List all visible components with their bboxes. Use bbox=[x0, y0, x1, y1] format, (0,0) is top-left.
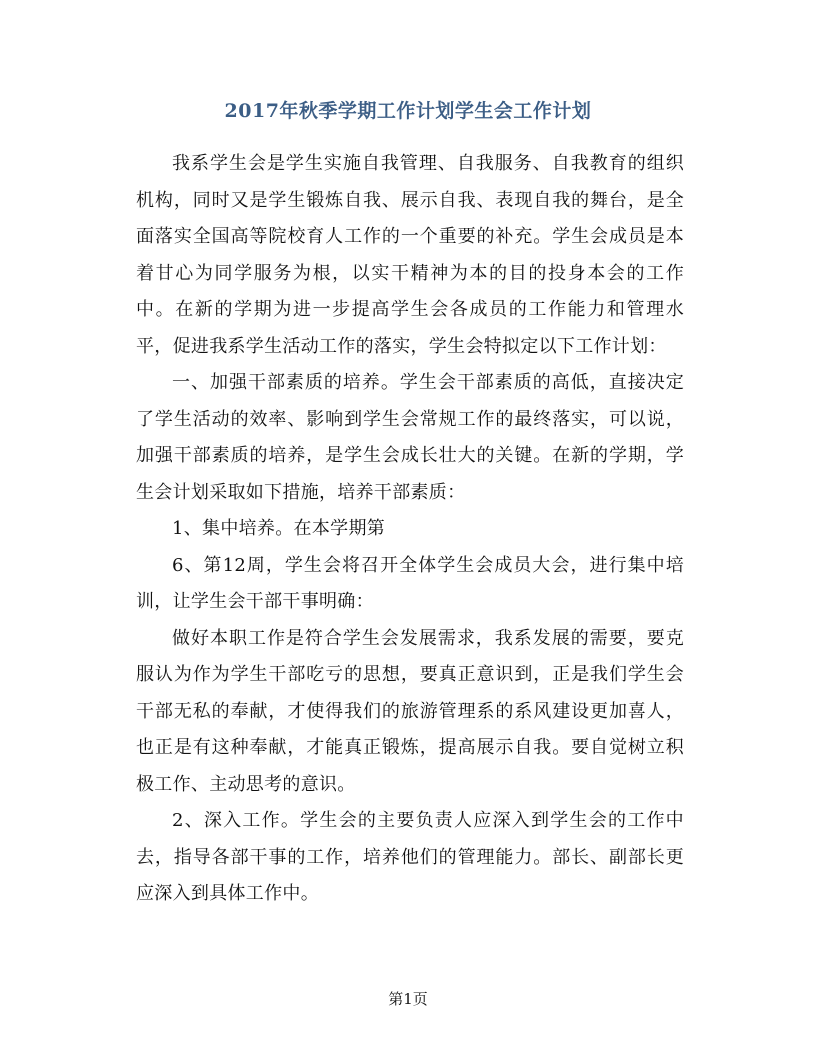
paragraph-intro: 我系学生会是学生实施自我管理、自我服务、自我教育的组织机构，同时又是学生锻炼自我、展示自我、表现自我的舞台，是全面落实全国高等院校育人工作的一个重要的补充。学生会成员是本着甘心为同学服务为根，以实干精神为本的目的投身本会的工作中。在新的学期为进一步提高学生会各成员的工作能力和管理水平，促进我系学生活动工作的落实，学生会特拟定以下工作计划： bbox=[136, 153, 684, 357]
document-body bbox=[136, 146, 684, 913]
paragraph-duty: 做好本职工作是符合学生会发展需求，我系发展的需要，要克服认为作为学生干部吃亏的思想，要真正意识到，正是我们学生会干部无私的奉献，才使得我们的旅游管理系的系风建设更加喜人，也正是有这种奉献，才能真正锻炼，提高展示自我。要自觉树立积极工作、主动思考的意识。 bbox=[136, 627, 684, 795]
paragraph-week-twelve: 6、第12周，学生会将召开全体学生会成员大会，进行集中培训，让学生会干部干事明确： bbox=[136, 554, 684, 612]
paragraph-item-one: 1、集中培养。在本学期第 bbox=[172, 518, 386, 539]
paragraph-item-two: 2、深入工作。学生会的主要负责人应深入到学生会的工作中去，指导各部干事的工作，培养他们的管理能力。部长、副部长更应深入到具体工作中。 bbox=[136, 810, 684, 904]
page-number: 第1页 bbox=[388, 990, 428, 1008]
paragraph-section-one: 一、加强干部素质的培养。学生会干部素质的高低，直接决定了学生活动的效率、影响到学生会常规工作的最终落实，可以说，加强干部素质的培养，是学生会成长壮大的关键。在新的学期，学生会计划采取如下措施，培养干部素质： bbox=[136, 372, 684, 503]
document-title: 2017年秋季学期工作计划学生会工作计划 bbox=[224, 100, 592, 122]
